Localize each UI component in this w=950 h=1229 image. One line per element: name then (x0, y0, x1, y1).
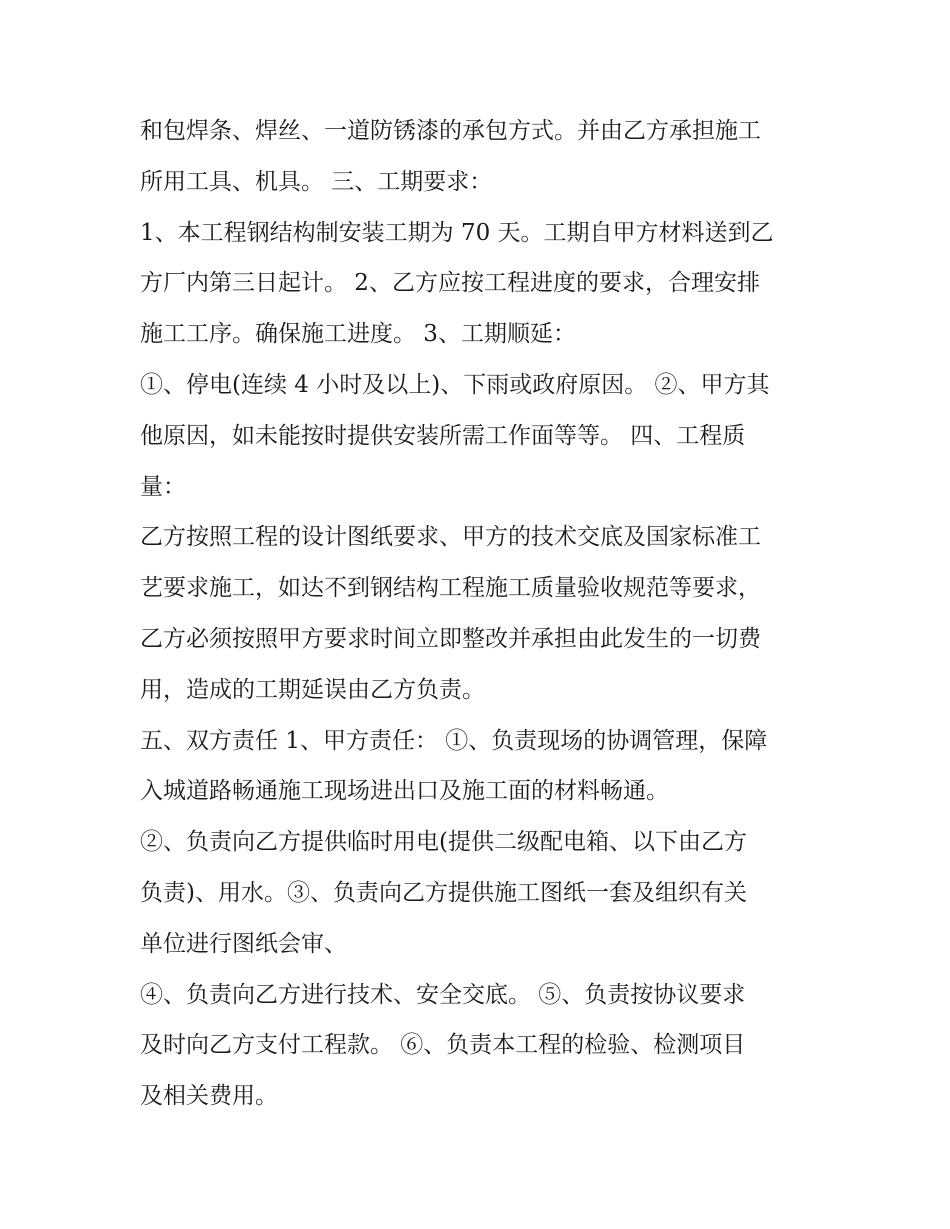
text-line: 施工工序。确保施工进度。 3、工期顺延： (140, 321, 576, 348)
text-line: 方厂内第三日起计。 2、乙方应按工程进度的要求，合理安排 (140, 270, 760, 297)
text-line: 用，造成的工期延误由乙方负责。 (140, 676, 485, 703)
text-line: 单位进行图纸会审、 (140, 930, 347, 957)
text-line: 负责)、用水。③、负责向乙方提供施工图纸一套及组织有关 (140, 879, 747, 906)
text-line: ①、停电(连续 4 小时及以上)、下雨或政府原因。 ②、甲方其 (140, 371, 770, 398)
text-line: 1、本工程钢结构制安装工期为 70 天。工期自甲方材料送到乙 (140, 219, 774, 246)
text-line: 及时向乙方支付工程款。 ⑥、负责本工程的检验、检测项目 (140, 1032, 746, 1059)
text-line: 五、双方责任 1、甲方责任： ①、负责现场的协调管理，保障 (140, 727, 768, 754)
text-line: 量： (140, 473, 186, 500)
text-line: 所用工具、机具。 三、工期要求： (140, 168, 493, 195)
text-line: 及相关费用。 (140, 1083, 278, 1110)
text-line: 入城道路畅通施工现场进出口及施工面的材料畅通。 (140, 778, 669, 805)
text-line: 艺要求施工，如达不到钢结构工程施工质量验收规范等要求， (140, 575, 761, 602)
text-line: 乙方必须按照甲方要求时间立即整改并承担由此发生的一切费 (140, 625, 761, 652)
text-line: 乙方按照工程的设计图纸要求、甲方的技术交底及国家标准工 (140, 524, 761, 551)
text-line: ②、负责向乙方提供临时用电(提供二级配电箱、以下由乙方 (140, 829, 747, 856)
text-line: 他原因，如未能按时提供安装所需工作面等等。 四、工程质 (140, 422, 746, 449)
text-line: ④、负责向乙方进行技术、安全交底。 ⑤、负责按协议要求 (140, 981, 746, 1008)
document-body (140, 106, 820, 1122)
text-line: 和包焊条、焊丝、一道防锈漆的承包方式。并由乙方承担施工 (140, 118, 761, 144)
